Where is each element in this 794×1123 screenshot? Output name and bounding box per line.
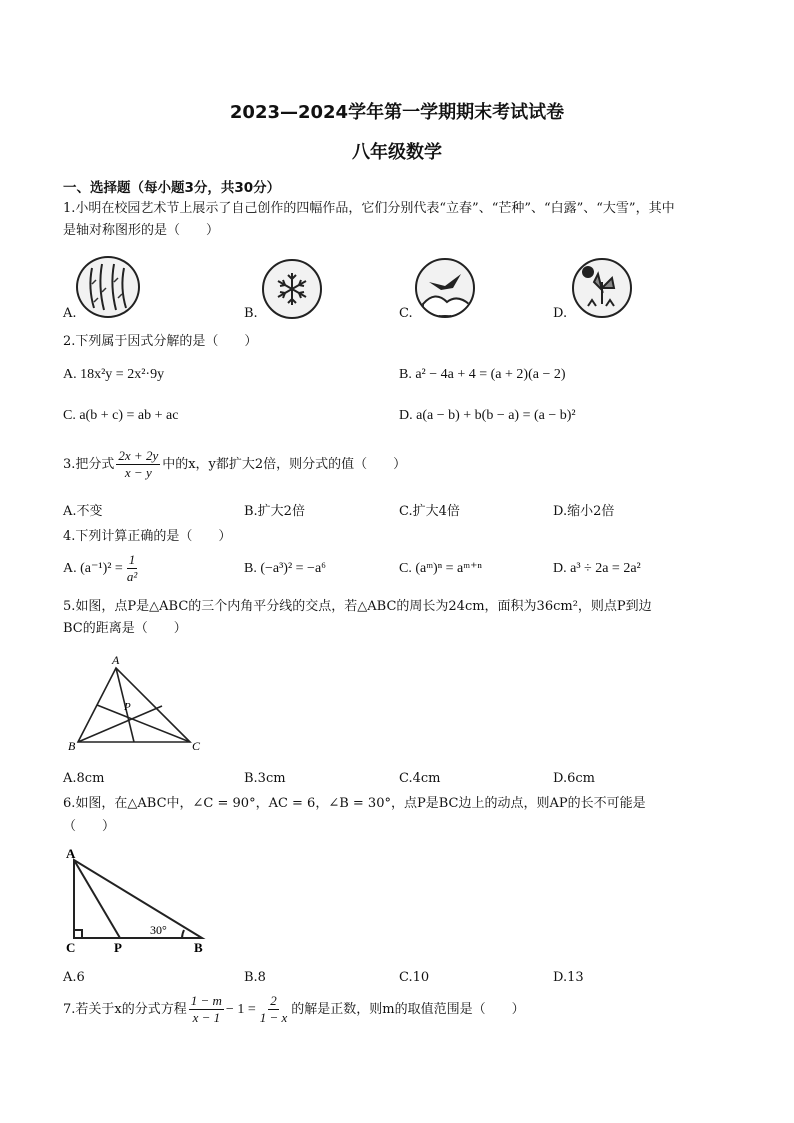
q7-fraction-2: [258, 993, 290, 1026]
exam-title: 2023—2024学年第一学期期末考试试卷: [229, 102, 565, 123]
exam-subtitle: 八年级数学: [352, 142, 442, 163]
q3-numerator: 2x + 2y: [118, 448, 159, 463]
q2-option-d: D. a(a − b) + b(b − a) = (a − b)²: [399, 408, 576, 423]
q3-option-a: A.不变: [63, 504, 103, 519]
q5-option-c: C.4cm: [399, 771, 441, 786]
q7-fraction-1-num: 1 − m: [190, 993, 222, 1008]
q6-label-a: A: [66, 846, 76, 861]
q7-fraction-2-den: 1 − x: [259, 1010, 288, 1025]
q4-option-b: B. (−a³)² = −a⁶: [244, 561, 327, 576]
seedling-icon: [572, 258, 632, 318]
q1-stem-line1: 1.小明在校园艺术节上展示了自己创作的四幅作品，它们分别代表“立春”、“芒种”、“白露”、“大雪”，其中: [63, 201, 675, 216]
q1-option-b-label: B.: [244, 306, 258, 321]
q5-option-d: D.6cm: [553, 771, 595, 786]
q6-option-c: C.10: [399, 970, 430, 985]
q6-option-b: B.8: [244, 970, 266, 985]
q2-option-c: C. a(b + c) = ab + ac: [63, 408, 179, 423]
q2-stem: 2.下列属于因式分解的是（ ）: [63, 334, 258, 349]
q5-label-a: A: [112, 653, 120, 667]
q4-option-a-fraction: [125, 552, 139, 585]
q3-option-b: B.扩大2倍: [244, 504, 305, 519]
q1-option-c-label: C.: [399, 306, 413, 321]
q4-option-a: [63, 552, 141, 585]
q6-angle-label: 30°: [150, 923, 167, 937]
q7-suffix: 的解是正数，则m的取值范围是（ ）: [291, 1001, 525, 1017]
q5-triangle-figure: [64, 650, 214, 755]
q7-fraction-1-den: x − 1: [192, 1010, 221, 1025]
section-heading: 一、选择题（每小题3分，共30分）: [63, 180, 281, 196]
q5-stem-line1: 5.如图，点P是△ABC的三个内角平分线的交点，若△ABC的周长为24cm，面积为36cm²，则点P到边: [63, 599, 652, 614]
q5-stem-line2: BC的距离是（ ）: [63, 621, 187, 636]
q3-option-c: C.扩大4倍: [399, 504, 460, 519]
q7-mid: − 1 =: [225, 1001, 256, 1017]
q4-option-c: C. (aᵐ)ⁿ = aᵐ⁺ⁿ: [399, 561, 482, 576]
q3-denominator: x − y: [124, 465, 152, 480]
q6-option-a: A.6: [63, 970, 85, 985]
q3-prefix: 3.把分式: [63, 456, 115, 472]
q4-option-a-num: 1: [128, 552, 136, 567]
q2-option-b: B. a² − 4a + 4 = (a + 2)(a − 2): [399, 367, 566, 382]
q7-fraction-2-num: 2: [270, 993, 277, 1008]
q4-option-d: D. a³ ÷ 2a = 2a²: [553, 561, 641, 576]
q3-option-d: D.缩小2倍: [553, 504, 615, 519]
q6-option-d: D.13: [553, 970, 584, 985]
q7-fraction-1: [189, 993, 224, 1026]
q4-option-a-den: a²: [126, 569, 138, 584]
q6-label-c: C: [66, 940, 76, 955]
q3-fraction: [116, 448, 160, 481]
q5-option-b: B.3cm: [244, 771, 286, 786]
q6-triangle-figure: [62, 846, 222, 958]
q6-label-b: B: [194, 940, 203, 955]
q1-option-d-label: D.: [553, 306, 568, 321]
q6-stem-line1: 6.如图，在△ABC中，∠C = 90°，AC = 6，∠B = 30°，点P是BC边上的动点，则AP的长不可能是: [63, 796, 646, 811]
q1-stem-line2: 是轴对称图形的是（ ）: [63, 223, 220, 238]
q6-label-p: P: [114, 940, 122, 955]
q1-option-a-label: A.: [63, 306, 77, 321]
q2-option-a: A. 18x²y = 2x²·9y: [63, 367, 165, 382]
q3-stem: [63, 448, 406, 481]
rain-icon: [76, 256, 140, 318]
q5-option-a: A.8cm: [63, 771, 105, 786]
snowflake-icon: [262, 259, 322, 319]
q5-label-c: C: [192, 739, 201, 753]
q5-label-p: P: [124, 701, 131, 713]
q7-prefix: 7.若关于x的分式方程: [63, 1001, 187, 1017]
q4-stem: 4.下列计算正确的是（ ）: [63, 529, 232, 544]
q3-suffix: 中的x，y都扩大2倍，则分式的值（ ）: [162, 456, 407, 472]
q5-label-b: B: [68, 739, 76, 753]
q6-stem-line2: （ ）: [63, 819, 116, 834]
bird-icon: [415, 258, 475, 318]
q7-stem: [63, 993, 525, 1026]
q4-option-a-left: A. (a⁻¹)² =: [63, 560, 123, 576]
